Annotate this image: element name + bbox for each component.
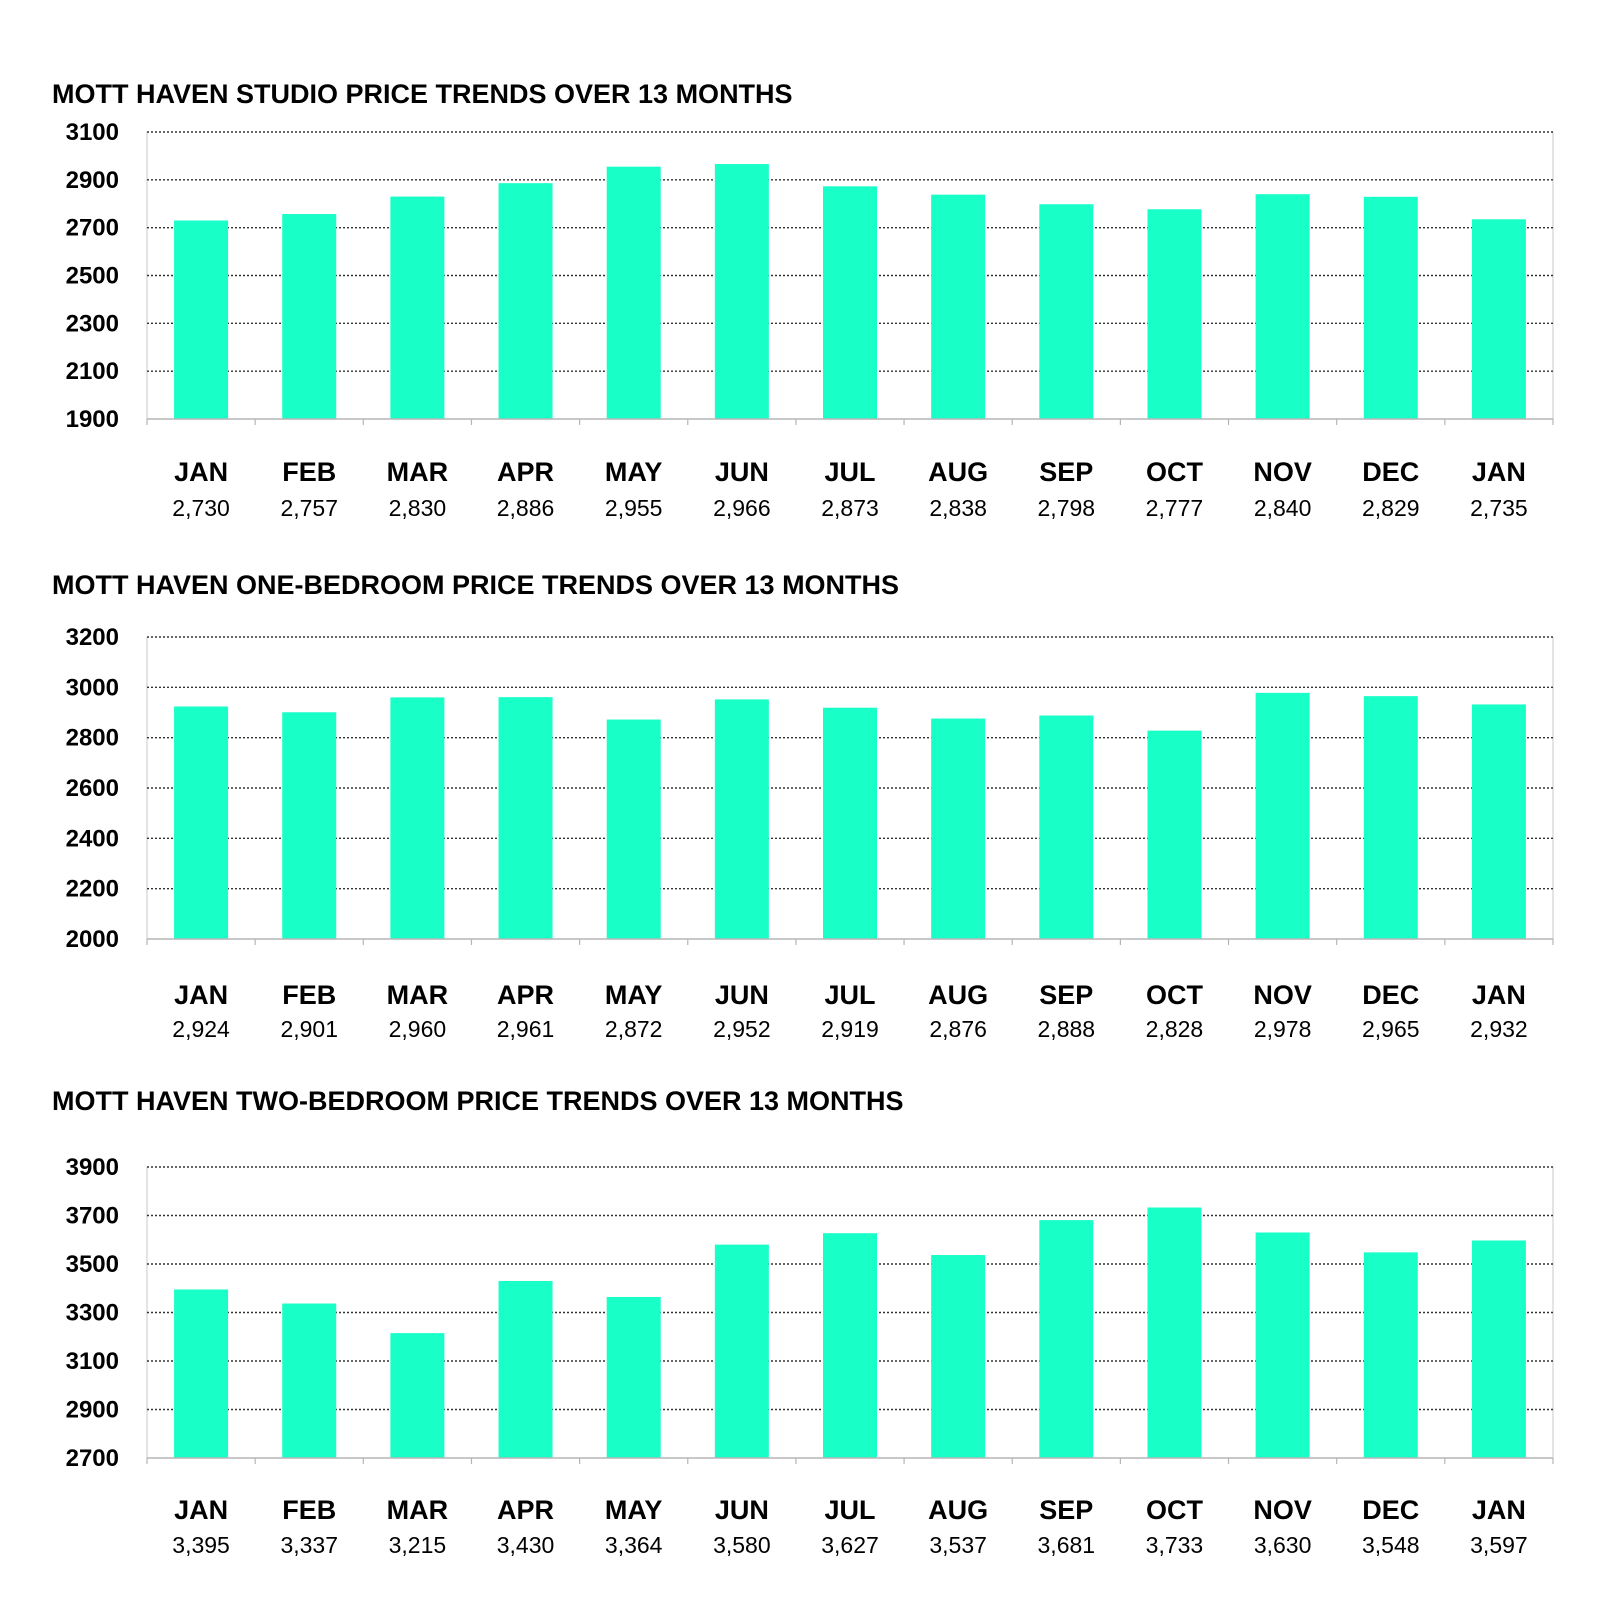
data-label: 2,932 bbox=[1470, 1016, 1528, 1042]
x-tick-label: AUG bbox=[928, 457, 989, 487]
data-label: 2,735 bbox=[1470, 495, 1528, 521]
bar-jun-6 bbox=[715, 699, 769, 939]
y-tick-label: 2500 bbox=[65, 262, 119, 290]
x-tick-label: MAY bbox=[604, 457, 663, 487]
data-label: 2,829 bbox=[1361, 495, 1420, 521]
y-tick-label: 3900 bbox=[65, 1154, 119, 1181]
data-label: 2,828 bbox=[1145, 1016, 1204, 1042]
x-tick-label: JUL bbox=[824, 457, 876, 487]
bar-mar-3 bbox=[390, 697, 444, 939]
data-label: 3,580 bbox=[713, 1532, 771, 1558]
bar-apr-4 bbox=[499, 697, 553, 939]
data-label: 3,364 bbox=[604, 1532, 663, 1558]
data-label: 2,872 bbox=[604, 1016, 663, 1042]
bar-jul-7 bbox=[823, 708, 877, 939]
bar-oct-10 bbox=[1147, 209, 1201, 419]
bar-sep-9 bbox=[1039, 204, 1093, 419]
x-tick-label: SEP bbox=[1039, 1495, 1094, 1525]
bar-aug-8 bbox=[931, 1255, 985, 1458]
bar-oct-10 bbox=[1147, 731, 1201, 939]
y-tick-label: 3500 bbox=[65, 1251, 119, 1278]
x-tick-label: APR bbox=[497, 1495, 555, 1525]
bar-apr-4 bbox=[499, 1281, 553, 1458]
data-label: 2,798 bbox=[1037, 495, 1096, 521]
x-tick-label: FEB bbox=[282, 457, 337, 487]
x-tick-label: MAY bbox=[604, 1495, 663, 1525]
data-label: 2,955 bbox=[604, 495, 663, 521]
y-tick-label: 2100 bbox=[65, 358, 119, 386]
y-tick-label: 2300 bbox=[65, 310, 119, 338]
x-tick-label: JAN bbox=[174, 457, 229, 487]
x-tick-label: APR bbox=[497, 457, 555, 487]
data-label: 2,978 bbox=[1253, 1016, 1312, 1042]
chart-title: MOTT HAVEN TWO-BEDROOM PRICE TRENDS OVER 13 MONTHS bbox=[52, 1086, 904, 1116]
y-tick-label: 2700 bbox=[65, 1445, 119, 1472]
data-label: 3,337 bbox=[280, 1532, 339, 1558]
x-tick-label: DEC bbox=[1362, 980, 1420, 1010]
bar-nov-11 bbox=[1256, 693, 1310, 939]
bar-jun-6 bbox=[715, 1245, 769, 1458]
y-tick-label: 2800 bbox=[65, 724, 119, 752]
bar-feb-2 bbox=[282, 712, 336, 939]
data-label: 2,838 bbox=[929, 495, 987, 521]
bar-dec-12 bbox=[1364, 197, 1418, 419]
data-label: 2,888 bbox=[1037, 1016, 1096, 1042]
chart-title: MOTT HAVEN STUDIO PRICE TRENDS OVER 13 MONTHS bbox=[52, 79, 793, 109]
data-label: 2,757 bbox=[280, 495, 339, 521]
bar-sep-9 bbox=[1039, 716, 1093, 939]
bar-jun-6 bbox=[715, 164, 769, 419]
y-tick-label: 2200 bbox=[65, 875, 119, 903]
data-label: 3,597 bbox=[1470, 1532, 1528, 1558]
y-tick-label: 2000 bbox=[65, 926, 119, 953]
y-tick-label: 3700 bbox=[65, 1202, 119, 1230]
bar-dec-12 bbox=[1364, 1252, 1418, 1458]
data-label: 3,215 bbox=[388, 1532, 447, 1558]
bar-mar-3 bbox=[390, 1333, 444, 1458]
data-label: 3,395 bbox=[172, 1532, 230, 1558]
x-tick-label: NOV bbox=[1253, 1495, 1312, 1525]
chart-panel-3 bbox=[52, 1086, 1553, 1558]
data-label: 3,537 bbox=[929, 1532, 987, 1558]
bar-nov-11 bbox=[1256, 1232, 1310, 1458]
data-label: 2,730 bbox=[172, 495, 230, 521]
bar-aug-8 bbox=[931, 195, 985, 419]
x-tick-label: JUN bbox=[714, 457, 769, 487]
bar-jan-13 bbox=[1472, 219, 1526, 419]
chart-title: MOTT HAVEN ONE-BEDROOM PRICE TRENDS OVER 13 MONTHS bbox=[52, 570, 900, 600]
x-tick-label: SEP bbox=[1039, 980, 1094, 1010]
x-tick-label: MAR bbox=[386, 980, 449, 1010]
y-tick-label: 3200 bbox=[65, 624, 119, 651]
bar-jan-1 bbox=[174, 706, 228, 939]
bar-feb-2 bbox=[282, 214, 336, 419]
x-tick-label: NOV bbox=[1253, 457, 1312, 487]
y-tick-label: 3300 bbox=[65, 1299, 119, 1327]
chart-panel-2 bbox=[52, 570, 1553, 1042]
bar-may-5 bbox=[607, 167, 661, 419]
x-tick-label: JAN bbox=[1471, 1495, 1526, 1525]
x-tick-label: AUG bbox=[928, 1495, 989, 1525]
y-tick-label: 1900 bbox=[65, 406, 119, 433]
y-tick-label: 2400 bbox=[65, 825, 119, 853]
x-tick-label: JUL bbox=[824, 1495, 876, 1525]
bar-may-5 bbox=[607, 1297, 661, 1458]
x-tick-label: JUN bbox=[714, 980, 769, 1010]
data-label: 2,873 bbox=[821, 495, 879, 521]
data-label: 3,430 bbox=[496, 1532, 555, 1558]
bar-feb-2 bbox=[282, 1304, 336, 1458]
data-label: 2,960 bbox=[388, 1016, 447, 1042]
x-tick-label: OCT bbox=[1145, 457, 1203, 487]
data-label: 2,961 bbox=[496, 1016, 555, 1042]
x-tick-label: OCT bbox=[1145, 980, 1203, 1010]
x-tick-label: MAR bbox=[386, 1495, 449, 1525]
y-tick-label: 3100 bbox=[65, 119, 119, 146]
x-tick-label: FEB bbox=[282, 980, 337, 1010]
y-tick-label: 2700 bbox=[65, 214, 119, 242]
y-tick-label: 3100 bbox=[65, 1348, 119, 1375]
bar-aug-8 bbox=[931, 719, 985, 939]
y-tick-label: 2900 bbox=[65, 166, 119, 194]
x-tick-label: JAN bbox=[174, 980, 229, 1010]
x-tick-label: SEP bbox=[1039, 457, 1094, 487]
y-tick-label: 2600 bbox=[65, 775, 119, 802]
bar-oct-10 bbox=[1147, 1207, 1201, 1458]
x-tick-label: JUL bbox=[824, 980, 876, 1010]
bar-apr-4 bbox=[499, 183, 553, 419]
bar-may-5 bbox=[607, 720, 661, 939]
data-label: 3,548 bbox=[1361, 1532, 1420, 1558]
x-tick-label: MAY bbox=[604, 980, 663, 1010]
data-label: 3,630 bbox=[1253, 1532, 1312, 1558]
chart-panel-1 bbox=[52, 79, 1553, 521]
data-label: 2,886 bbox=[496, 495, 555, 521]
y-tick-label: 3000 bbox=[65, 674, 119, 702]
bar-jul-7 bbox=[823, 186, 877, 419]
data-label: 2,919 bbox=[821, 1016, 879, 1042]
bar-dec-12 bbox=[1364, 696, 1418, 939]
data-label: 3,681 bbox=[1037, 1532, 1096, 1558]
x-tick-label: JAN bbox=[174, 1495, 229, 1525]
x-tick-label: JAN bbox=[1471, 457, 1526, 487]
x-tick-label: OCT bbox=[1145, 1495, 1203, 1525]
bar-jan-13 bbox=[1472, 1240, 1526, 1458]
x-tick-label: APR bbox=[497, 980, 555, 1010]
data-label: 3,733 bbox=[1145, 1532, 1204, 1558]
bar-jan-1 bbox=[174, 220, 228, 419]
x-tick-label: JUN bbox=[714, 1495, 769, 1525]
x-tick-label: AUG bbox=[928, 980, 989, 1010]
data-label: 2,952 bbox=[713, 1016, 771, 1042]
x-tick-label: NOV bbox=[1253, 980, 1312, 1010]
data-label: 2,901 bbox=[280, 1016, 339, 1042]
data-label: 2,777 bbox=[1145, 495, 1204, 521]
data-label: 2,830 bbox=[388, 495, 447, 521]
bar-sep-9 bbox=[1039, 1220, 1093, 1458]
x-tick-label: JAN bbox=[1471, 980, 1526, 1010]
bar-jan-13 bbox=[1472, 704, 1526, 939]
data-label: 2,966 bbox=[713, 495, 771, 521]
bar-mar-3 bbox=[390, 197, 444, 419]
x-tick-label: DEC bbox=[1362, 1495, 1420, 1525]
data-label: 3,627 bbox=[821, 1532, 879, 1558]
y-tick-label: 2900 bbox=[65, 1396, 119, 1424]
data-label: 2,876 bbox=[929, 1016, 987, 1042]
bar-nov-11 bbox=[1256, 194, 1310, 419]
x-tick-label: DEC bbox=[1362, 457, 1420, 487]
data-label: 2,840 bbox=[1253, 495, 1312, 521]
data-label: 2,924 bbox=[172, 1016, 230, 1042]
x-tick-label: MAR bbox=[386, 457, 449, 487]
x-tick-label: FEB bbox=[282, 1495, 337, 1525]
bar-jan-1 bbox=[174, 1289, 228, 1458]
bar-jul-7 bbox=[823, 1233, 877, 1458]
data-label: 2,965 bbox=[1361, 1016, 1420, 1042]
